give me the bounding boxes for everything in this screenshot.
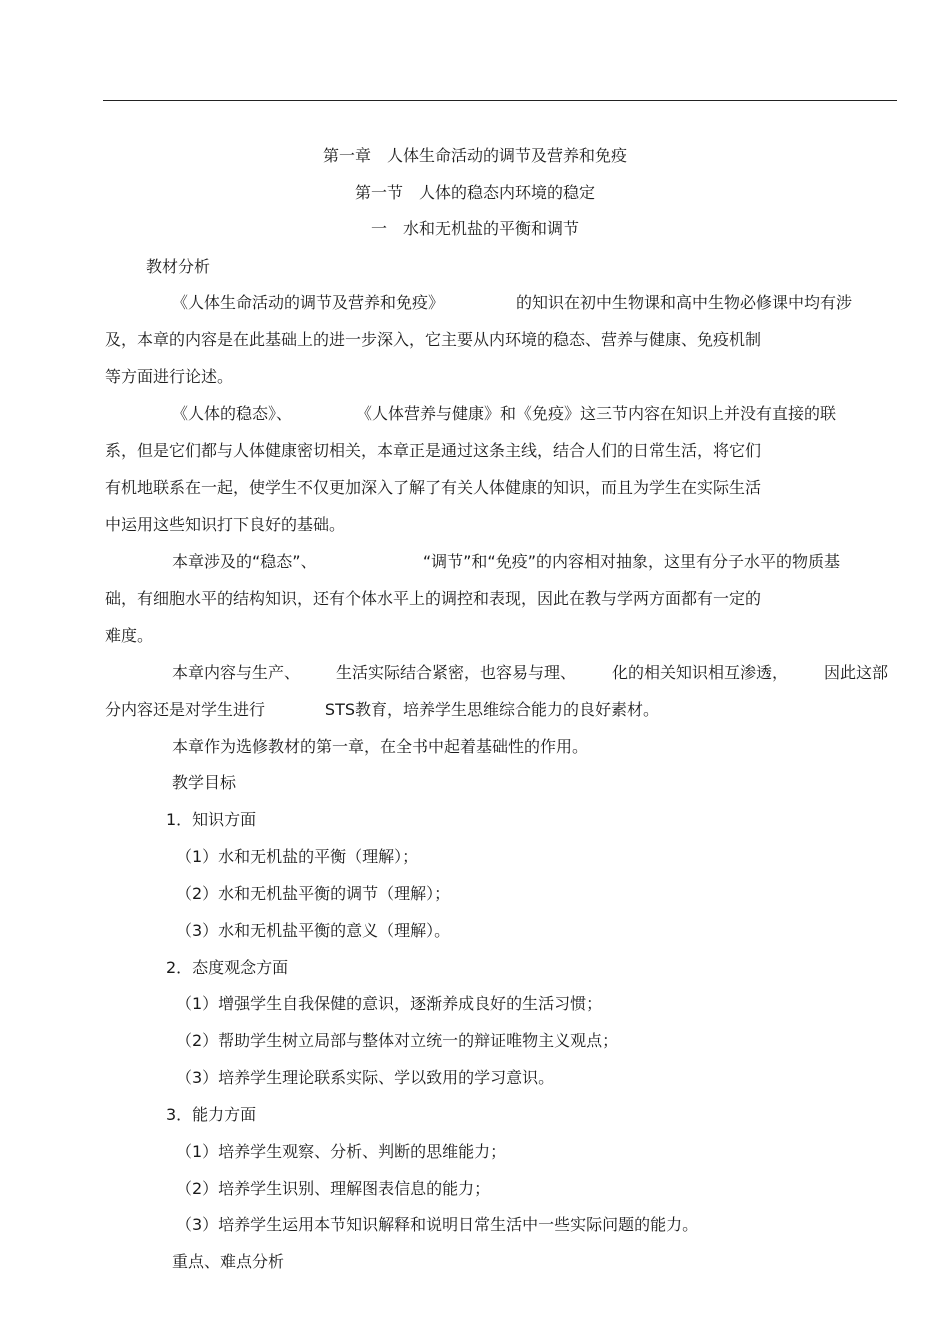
header-rule — [103, 100, 897, 101]
ability-item: （2）培养学生识别、理解图表信息的能力； — [176, 1179, 491, 1198]
analysis-p2-line4: 中运用这些知识打下良好的基础。 — [105, 515, 346, 534]
section-title: 第一节 人体的稳态内环境的稳定 — [354, 183, 595, 202]
analysis-p1-line3: 等方面进行论述。 — [105, 367, 234, 386]
ability-item: （1）培养学生观察、分析、判断的思维能力； — [176, 1142, 507, 1161]
subsection-title: 一 水和无机盐的平衡和调节 — [370, 219, 579, 238]
attitude-item: （2）帮助学生树立局部与整体对立统一的辩证唯物主义观点； — [176, 1031, 619, 1050]
p4-segment-b: 生活实际结合紧密，也容易与理、 — [335, 663, 576, 682]
attitude-title: 2．态度观念方面 — [166, 958, 289, 977]
analysis-p4-line2 — [105, 700, 659, 720]
p2-segment-a: 《人体的稳态》、 — [172, 404, 293, 423]
analysis-p3-line3: 难度。 — [105, 626, 154, 645]
objectives-heading: 教学目标 — [172, 773, 237, 792]
p4-segment-a: 本章内容与生产、 — [172, 663, 301, 682]
ability-item: （3）培养学生运用本节知识解释和说明日常生活中一些实际问题的能力。 — [176, 1215, 699, 1234]
knowledge-item: （1）水和无机盐的平衡（理解）； — [176, 847, 419, 866]
p4-segment-l2b: STS教育，培养学生思维综合能力的良好素材。 — [324, 700, 659, 719]
analysis-p1-line1 — [172, 293, 852, 313]
attitude-item: （3）培养学生理论联系实际、学以致用的学习意识。 — [176, 1068, 555, 1087]
p4-segment-c: 化的相关知识相互渗透， — [611, 663, 788, 682]
key-points-heading: 重点、难点分析 — [172, 1252, 285, 1271]
analysis-p5: 本章作为选修教材的第一章，在全书中起着基础性的作用。 — [172, 737, 589, 756]
p4-segment-l2a: 分内容还是对学生进行 — [105, 700, 266, 719]
knowledge-title: 1．知识方面 — [166, 810, 257, 829]
p1-segment-b: 的知识在初中生物课和高中生物必修课中均有涉 — [515, 293, 852, 312]
p3-segment-b: “调节”和“免疫”的内容相对抽象，这里有分子水平的物质基 — [422, 552, 840, 571]
p1-segment-a: 《人体生命活动的调节及营养和免疫》 — [172, 293, 445, 312]
p3-segment-a: 本章涉及的“稳态”、 — [172, 552, 317, 571]
analysis-heading: 教材分析 — [146, 257, 211, 276]
ability-title: 3．能力方面 — [166, 1105, 257, 1124]
analysis-p3-line1 — [172, 552, 840, 572]
chapter-title: 第一章 人体生命活动的调节及营养和免疫 — [322, 146, 627, 165]
knowledge-item: （2）水和无机盐平衡的调节（理解）； — [176, 884, 451, 903]
p2-segment-b: 《人体营养与健康》和《免疫》这三节内容在知识上并没有直接的联 — [355, 404, 836, 423]
attitude-item: （1）增强学生自我保健的意识，逐渐养成良好的生活习惯； — [176, 994, 603, 1013]
analysis-p4-line1 — [172, 663, 888, 683]
p4-segment-d: 因此这部 — [823, 663, 888, 682]
knowledge-item: （3）水和无机盐平衡的意义（理解）。 — [176, 921, 451, 940]
analysis-p2-line2: 系，但是它们都与人体健康密切相关，本章正是通过这条主线，结合人们的日常生活，将它们 — [105, 441, 762, 460]
analysis-p3-line2: 础，有细胞水平的结构知识，还有个体水平上的调控和表现，因此在教与学两方面都有一定的 — [105, 589, 762, 608]
analysis-p2-line3: 有机地联系在一起，使学生不仅更加深入了解了有关人体健康的知识，而且为学生在实际生活 — [105, 478, 762, 497]
analysis-p1-line2: 及，本章的内容是在此基础上的进一步深入，它主要从内环境的稳态、营养与健康、免疫机制 — [105, 330, 762, 349]
analysis-p2-line1 — [172, 404, 836, 424]
